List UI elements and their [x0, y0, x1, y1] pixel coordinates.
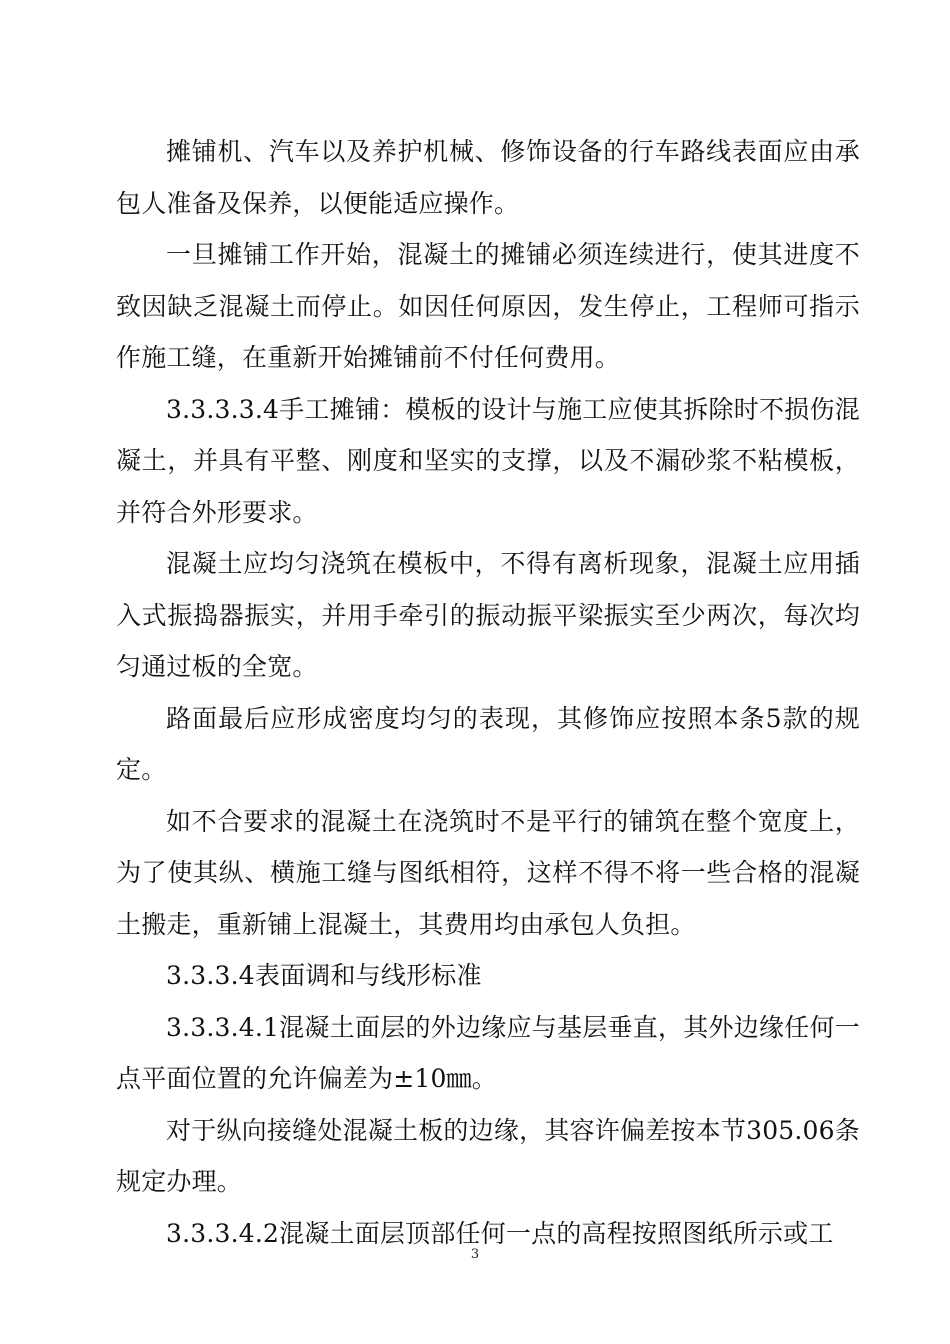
paragraph-nonconforming-concrete: 如不合要求的混凝土在浇筑时不是平行的铺筑在整个宽度上，为了使其纵、横施工缝与图纸相符，这样不得不将一些合格的混凝土搬走，重新铺上混凝土，其费用均由承包人负担。 [116, 806, 860, 939]
paragraph-edge-tolerance: 3.3.3.4.1混凝土面层的外边缘应与基层垂直，其外边缘任何一点平面位置的允许偏差为±10㎜。 [116, 1012, 860, 1093]
paragraph-surface-density: 路面最后应形成密度均匀的表现，其修饰应按照本条5款的规定。 [116, 703, 860, 784]
paragraph-continuous-paving: 一旦摊铺工作开始，混凝土的摊铺必须连续进行，使其进度不致因缺乏混凝土而停止。如因任何原因，发生停止，工程师可指示作施工缝，在重新开始摊铺前不付任何费用。 [116, 240, 860, 372]
paragraph-manual-paving: 3.3.3.3.4手工摊铺：模板的设计与施工应使其拆除时不损伤混凝土，并具有平整、刚度和坚实的支撑，以及不漏砂浆不粘模板，并符合外形要求。 [116, 394, 860, 527]
paragraph-paver-routes: 摊铺机、汽车以及养护机械、修饰设备的行车路线表面应由承包人准备及保养，以便能适应操作。 [116, 137, 860, 218]
section-heading-surface-alignment: 3.3.3.4表面调和与线形标准 [166, 961, 482, 990]
paragraph-concrete-placement: 混凝土应均匀浇筑在模板中，不得有离析现象，混凝土应用插入式振捣器振实，并用手牵引的振动振平梁振实至少两次，每次均匀通过板的全宽。 [116, 549, 860, 681]
paragraph-longitudinal-joint: 对于纵向接缝处混凝土板的边缘，其容许偏差按本节305.06条规定办理。 [116, 1115, 860, 1196]
paragraph-top-elevation: 3.3.3.4.2混凝土面层顶部任何一点的高程按照图纸所示或工 [166, 1218, 834, 1248]
document-body [116, 126, 860, 1259]
page-number: 3 [470, 1247, 480, 1262]
